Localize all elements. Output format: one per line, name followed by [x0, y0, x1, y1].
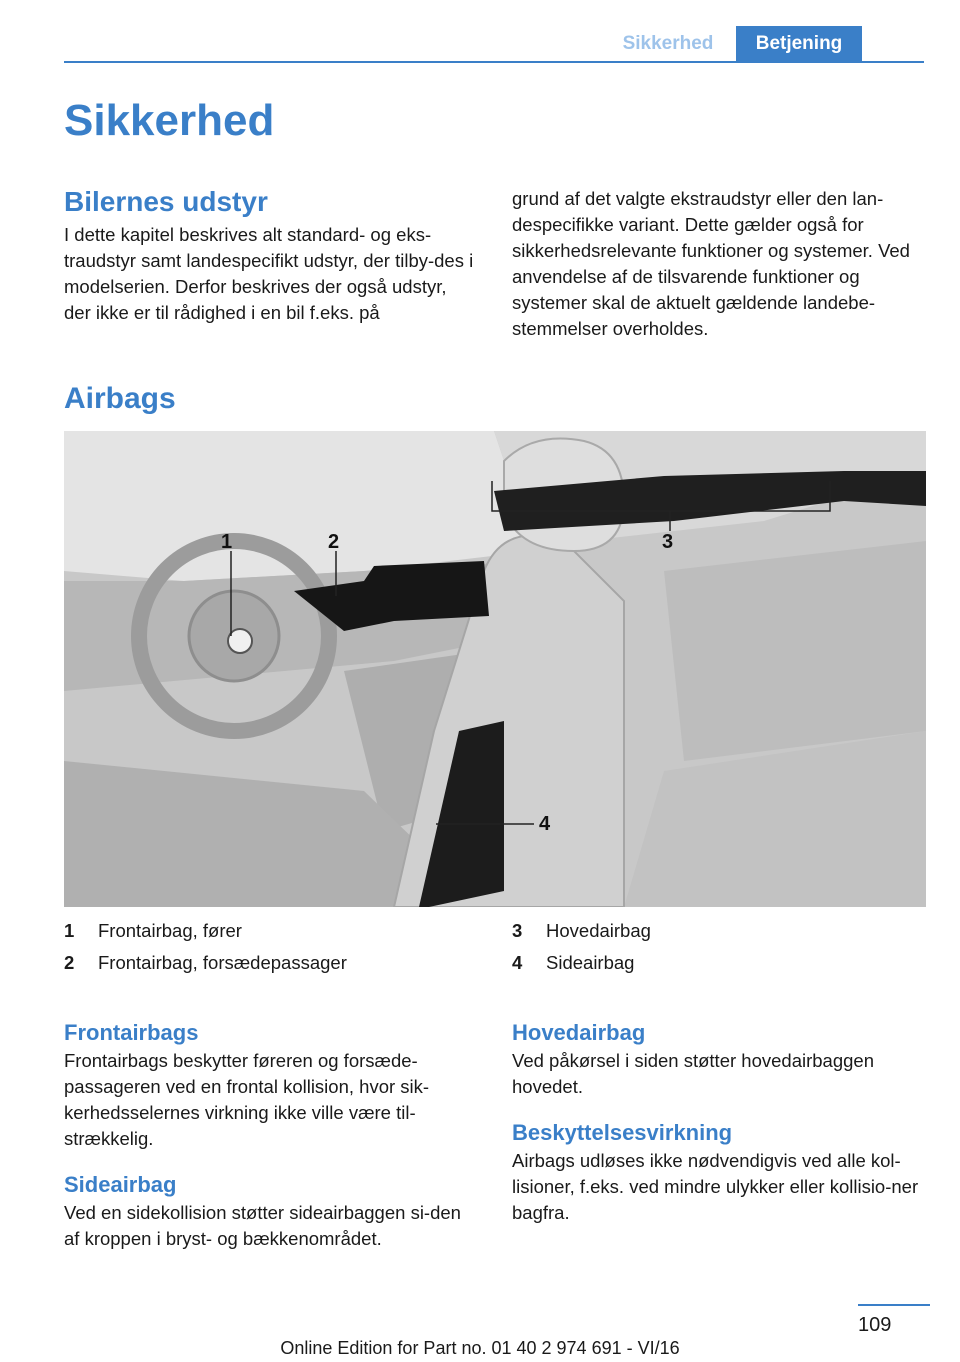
equipment-text-left: I dette kapitel beskrives alt standard- og eks-traudstyr samt landespecifikt udstyr, der tilby-des i modelserien. Derfor beskrives der også udstyr, der ikke er til rådighed i en bil f.eks. på — [64, 224, 474, 323]
legend-text: Hovedairbag — [546, 920, 651, 941]
frontairbags-heading: Frontairbags — [64, 1020, 199, 1045]
callout-1: 1 — [221, 531, 233, 553]
footer-edition: Online Edition for Part no. 01 40 2 974 691 - VI/16 — [280, 1338, 680, 1358]
legend-text: Frontairbag, fører — [98, 920, 242, 941]
frontairbags-text: Frontairbags beskytter føreren og forsæde-passageren ved en frontal kollision, hvor sik-kerhedsselernes virkning ikke ville være til-strækkelig. — [64, 1050, 430, 1149]
legend-number: 3 — [512, 920, 523, 941]
equipment-right-column — [512, 186, 924, 342]
sideairbag-heading: Sideairbag — [64, 1172, 177, 1197]
equipment-text-right: grund af det valgte ekstraudstyr eller den lan-despecifikke variant. Dette gælder også for sikkerhedsrelevante funktioner og systemer. Ved anvendelse af de tilsvarende funktioner og systemer skal de aktuelt gældende landebe-stemmelser overholdes. — [512, 188, 910, 339]
header-tab-sikkerhed[interactable]: Sikkerhed — [622, 33, 714, 54]
airbags-heading: Airbags — [64, 382, 176, 415]
header-rule — [64, 61, 924, 63]
left-sections — [64, 1020, 476, 1252]
hovedairbag-text: Ved påkørsel i siden støtter hovedairbaggen hovedet. — [512, 1050, 874, 1097]
callout-2: 2 — [328, 531, 340, 553]
equipment-heading: Bilernes udstyr — [64, 186, 268, 217]
sideairbag-text: Ved en sidekollision støtter sideairbaggen si-den af kroppen i bryst- og bækkenområdet. — [64, 1202, 461, 1249]
right-sections — [512, 1020, 924, 1226]
legend-number: 2 — [64, 952, 75, 973]
header-tab-betjening[interactable]: Betjening — [736, 26, 862, 61]
hovedairbag-heading: Hovedairbag — [512, 1020, 646, 1045]
callout-4: 4 — [539, 813, 551, 835]
legend-number: 4 — [512, 952, 523, 973]
car-interior-drawing — [64, 431, 926, 907]
beskyttelse-text: Airbags udløses ikke nødvendigvis ved alle kol-lisioner, f.eks. ved mindre ulykker eller kollisio-ner bagfra. — [512, 1150, 919, 1223]
legend-text: Sideairbag — [546, 952, 635, 973]
beskyttelse-heading: Beskyttelsesvirkning — [512, 1120, 733, 1145]
legend-number: 1 — [64, 920, 75, 941]
page-title: Sikkerhed — [64, 96, 275, 145]
callout-3: 3 — [662, 531, 674, 553]
legend-text: Frontairbag, forsædepassager — [98, 952, 347, 973]
page-number: 109 — [858, 1314, 892, 1336]
equipment-left-column — [64, 186, 476, 326]
footer-rule — [858, 1304, 930, 1306]
airbag-illustration — [64, 431, 926, 907]
